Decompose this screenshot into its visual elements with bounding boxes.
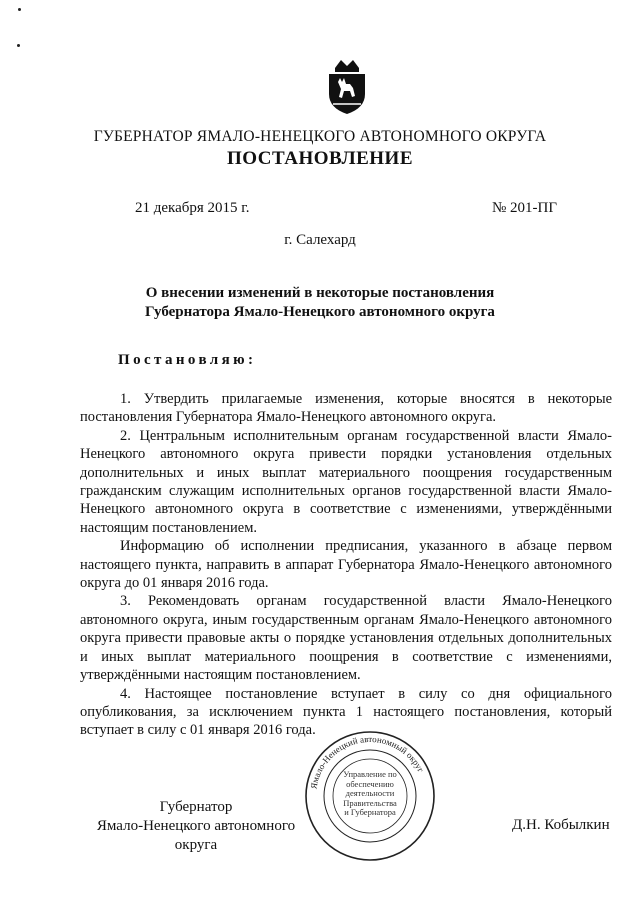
document-body xyxy=(80,390,612,740)
body-paragraph: 3. Рекомендовать органам государственной власти Ямало-Ненецкого автономного округа, иным государственным органам Ямало-Ненецкого автономного округа привести правовые акты о порядке установления отдельных дополнительных и иных выплат материального поощрения в соответствие с изменениями, утверждёнными настоящим постановлением. xyxy=(80,593,612,684)
coat-of-arms-icon xyxy=(325,56,369,116)
scan-mark xyxy=(18,8,21,11)
document-type: ПОСТАНОВЛЕНИЕ xyxy=(226,148,414,169)
signatory-title-line: Губернатор xyxy=(159,799,233,815)
signatory-title-line: Ямало-Ненецкого автономного округа xyxy=(96,818,296,853)
signatory-title xyxy=(80,798,312,855)
stamp-ring-text: Ямало-Ненецкий автономный округ xyxy=(308,733,426,790)
stamp-line: обеспечению xyxy=(346,778,394,789)
scan-mark xyxy=(17,44,20,47)
signatory-name: Д.Н. Кобылкин xyxy=(512,817,610,833)
body-paragraph: 1. Утвердить прилагаемые изменения, которые вносятся в некоторые постановления Губернатора Ямало-Ненецкого автономного округа. xyxy=(80,391,612,426)
document-city: г. Салехард xyxy=(284,232,356,248)
body-paragraph: 4. Настоящее постановление вступает в силу со дня официального опубликования, за исключением пункта 1 настоящего постановления, который вступает в силу с 01 января 2016 года. xyxy=(80,685,612,739)
stamp-line: Правительства xyxy=(343,797,397,808)
stamp-line: деятельности xyxy=(345,788,395,799)
document-title xyxy=(80,284,560,322)
body-paragraph: 2. Центральным исполнительным органам государственной власти Ямало-Ненецкого автономного округа привести порядки установления отдельных дополнительных и иных выплат материального поощрения государственным гражданским служащим исполнительных органов государственной власти Ямало-Ненецкого автономного округа в соответствие с изменениями, утверждёнными настоящим постановлением. xyxy=(80,427,612,536)
body-paragraph: Информацию об исполнении предписания, указанного в абзаце первом настоящего пункта, направить в аппарат Губернатора Ямало-Ненецкого автономного округа до 01 января 2016 года. xyxy=(80,538,612,592)
document-title-line: О внесении изменений в некоторые постановления xyxy=(145,285,495,301)
resolution-heading: Постановляю: xyxy=(118,352,257,368)
document-date: 21 декабря 2015 г. xyxy=(135,200,250,216)
stamp-inner-text xyxy=(338,770,402,818)
document-title-line: Губернатора Ямало-Ненецкого автономного округа xyxy=(145,304,495,320)
stamp-line: Управление по xyxy=(343,769,397,779)
issuing-authority: ГУБЕРНАТОР ЯМАЛО-НЕНЕЦКОГО АВТОНОМНОГО ОКРУГА xyxy=(93,128,547,145)
stamp-line: и Губернатора xyxy=(344,807,396,818)
document-number: № 201-ПГ xyxy=(492,200,558,216)
